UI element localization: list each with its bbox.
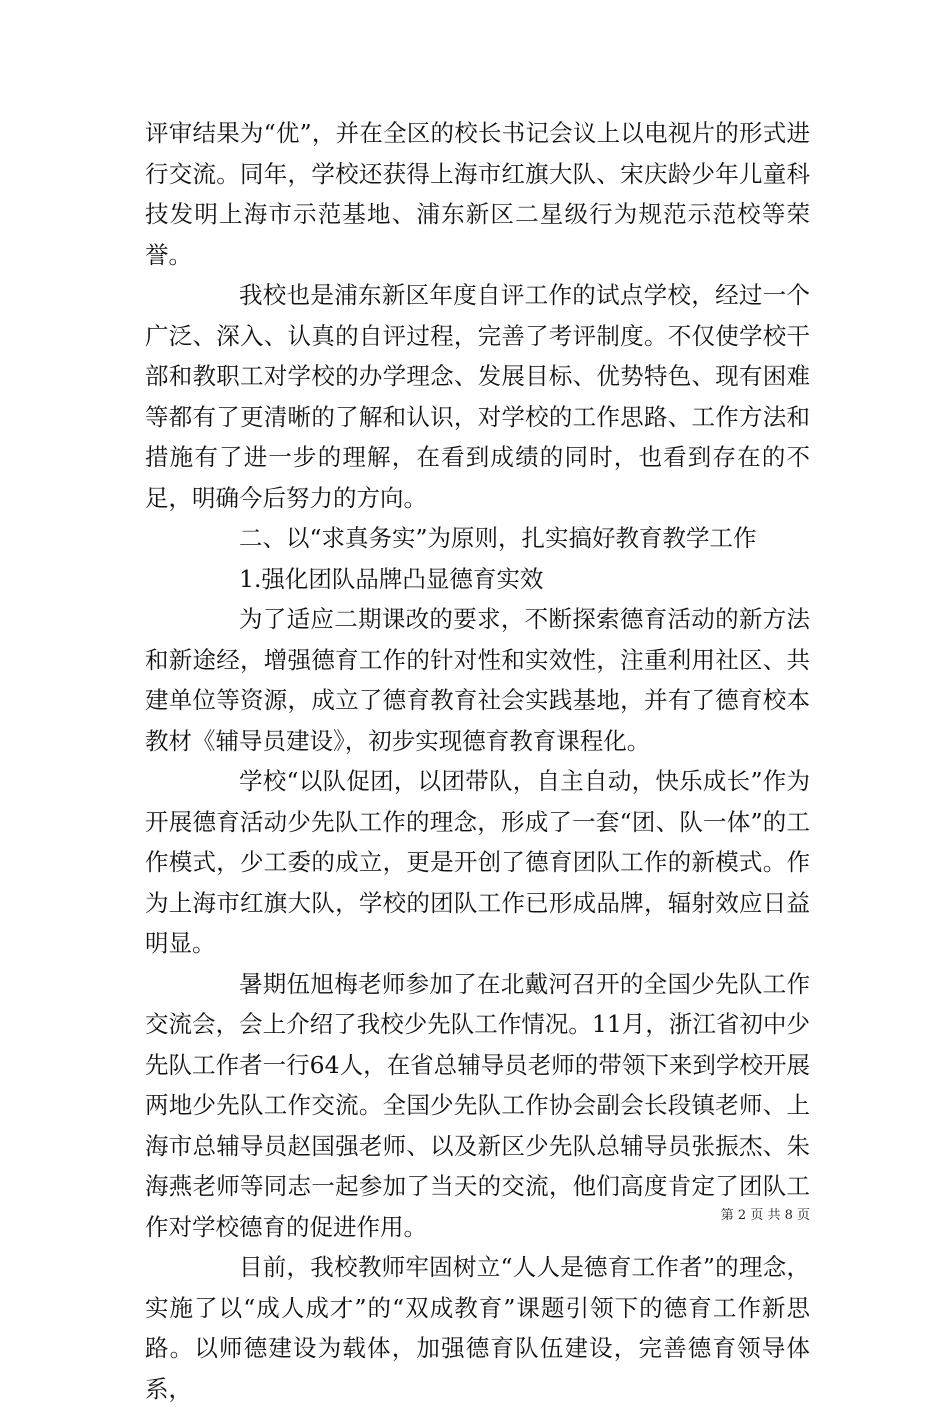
section-heading: 二、以“求真务实”为原则，扎实搞好教育教学工作 bbox=[239, 524, 757, 552]
paragraph-6: 目前，我校教师牢固树立“人人是德育工作者”的理念，实施了以“成人成才”的“双成教育”课题引领下的德育工作新思路。以师德建设为载体，加强德育队伍建设，完善德育领导体系， bbox=[145, 1253, 810, 1403]
paragraph-4: 学校“以队促团，以团带队，自主自动，快乐成长”作为开展德育活动少先队工作的理念，形成了一套“团、队一体”的工作模式，少工委的成立，更是开创了德育团队工作的新模式。作为上海市红旗大队，学校的团队工作已形成品牌，辐射效应日益明显。 bbox=[145, 767, 810, 957]
paragraph-5: 暑期伍旭梅老师参加了在北戴河召开的全国少先队工作交流会，会上介绍了我校少先队工作情况。11月，浙江省初中少先队工作者一行64人，在省总辅导员老师的带领下来到学校开展两地少先队工作交流。全国少先队工作协会副会长段镇老师、上海市总辅导员赵国强老师、以及新区少先队总辅导员张振杰、朱海燕老师等同志一起参加了当天的交流，他们高度肯定了团队工作对学校德育的促进作用。 bbox=[145, 969, 810, 1241]
paragraph-2: 我校也是浦东新区年度自评工作的试点学校，经过一个广泛、深入、认真的自评过程，完善了考评制度。不仅使学校干部和教职工对学校的办学理念、发展目标、优势特色、现有困难等都有了更清晰的了解和认识，对学校的工作思路、工作方法和措施有了进一步的理解，在看到成绩的同时，也看到存在的不足，明确今后努力的方向。 bbox=[145, 281, 810, 512]
subsection-heading: 1.强化团队品牌凸显德育实效 bbox=[239, 564, 544, 593]
paragraph-3: 为了适应二期课改的要求，不断探索德育活动的新方法和新途经，增强德育工作的针对性和实效性，注重利用社区、共建单位等资源，成立了德育教育社会实践基地，并有了德育校本教材《辅导员建设》，初步实现德育教育课程化。 bbox=[145, 605, 810, 755]
paragraph-1: 评审结果为“优”，并在全区的校长书记会议上以电视片的形式进行交流。同年，学校还获得上海市红旗大队、宋庆龄少年儿童科技发明上海市示范基地、浦东新区二星级行为规范示范校等荣誉。 bbox=[145, 119, 810, 269]
page-number-footer: 第 2 页 共 8 页 bbox=[720, 1208, 810, 1223]
